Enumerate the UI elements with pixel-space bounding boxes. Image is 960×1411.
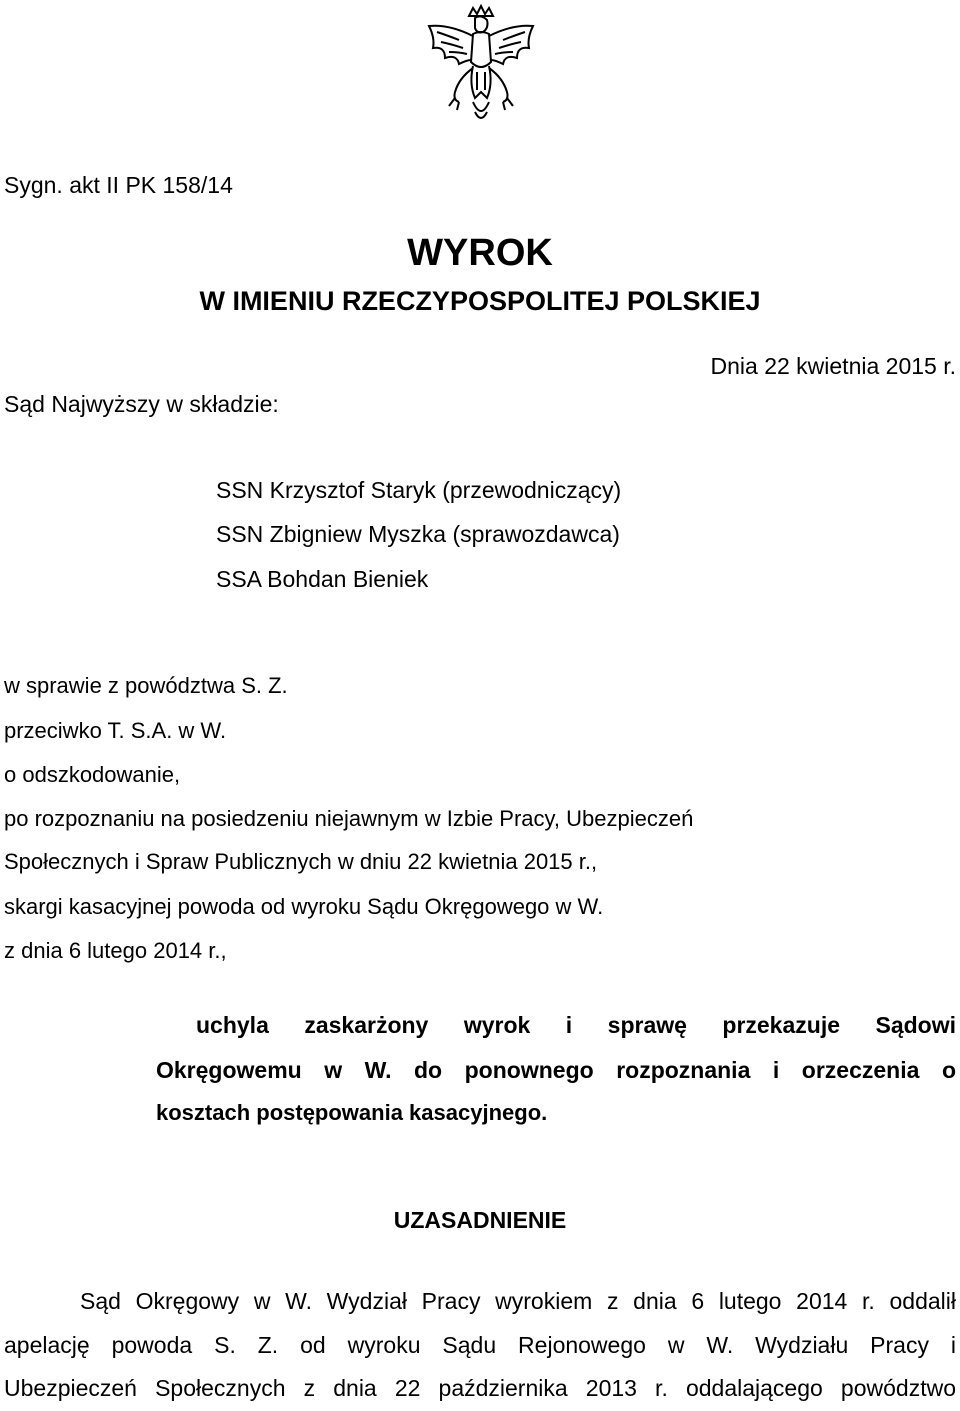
ruling-line: Okręgowemu w W. do ponownego rozpoznania i orzeczenia o bbox=[156, 1057, 956, 1083]
justification-line: Ubezpieczeń Społecznych z dnia 22 października 2013 r. oddalającego powództwo bbox=[4, 1375, 956, 1401]
justification-line: Sąd Okręgowy w W. Wydział Pracy wyrokiem z dnia 6 lutego 2014 r. oddalił bbox=[80, 1288, 956, 1314]
case-line: o odszkodowanie, bbox=[4, 762, 181, 787]
case-line: Społecznych i Spraw Publicznych w dniu 22 kwietnia 2015 r., bbox=[4, 849, 598, 874]
ruling-line: uchyla zaskarżony wyrok i sprawę przekazuje Sądowi bbox=[196, 1012, 956, 1038]
case-signature: Sygn. akt II PK 158/14 bbox=[4, 172, 233, 198]
case-line: w sprawie z powództwa S. Z. bbox=[4, 673, 288, 698]
ruling-line: kosztach postępowania kasacyjnego. bbox=[156, 1100, 548, 1125]
case-line: po rozpoznaniu na posiedzeniu niejawnym w Izbie Pracy, Ubezpieczeń bbox=[4, 806, 694, 831]
judge-item: SSA Bohdan Bieniek bbox=[216, 566, 429, 592]
case-line: skargi kasacyjnej powoda od wyroku Sądu Okręgowego w W. bbox=[4, 894, 604, 919]
eagle-emblem-icon bbox=[419, 2, 543, 128]
justification-line: apelację powoda S. Z. od wyroku Sądu Rejonowego w W. Wydziału Pracy i bbox=[4, 1332, 956, 1358]
case-line: z dnia 6 lutego 2014 r., bbox=[4, 938, 227, 963]
judge-item: SSN Krzysztof Staryk (przewodniczący) bbox=[216, 477, 622, 503]
ruling-date: Dnia 22 kwietnia 2015 r. bbox=[710, 353, 956, 379]
judge-item: SSN Zbigniew Myszka (sprawozdawca) bbox=[216, 521, 620, 547]
document-subtitle: W IMIENIU RZECZYPOSPOLITEJ POLSKIEJ bbox=[199, 286, 761, 316]
document-title: WYROK bbox=[407, 232, 553, 274]
justification-heading: UZASADNIENIE bbox=[393, 1207, 567, 1233]
court-composition-label: Sąd Najwyższy w składzie: bbox=[4, 391, 279, 417]
case-line: przeciwko T. S.A. w W. bbox=[4, 718, 227, 743]
